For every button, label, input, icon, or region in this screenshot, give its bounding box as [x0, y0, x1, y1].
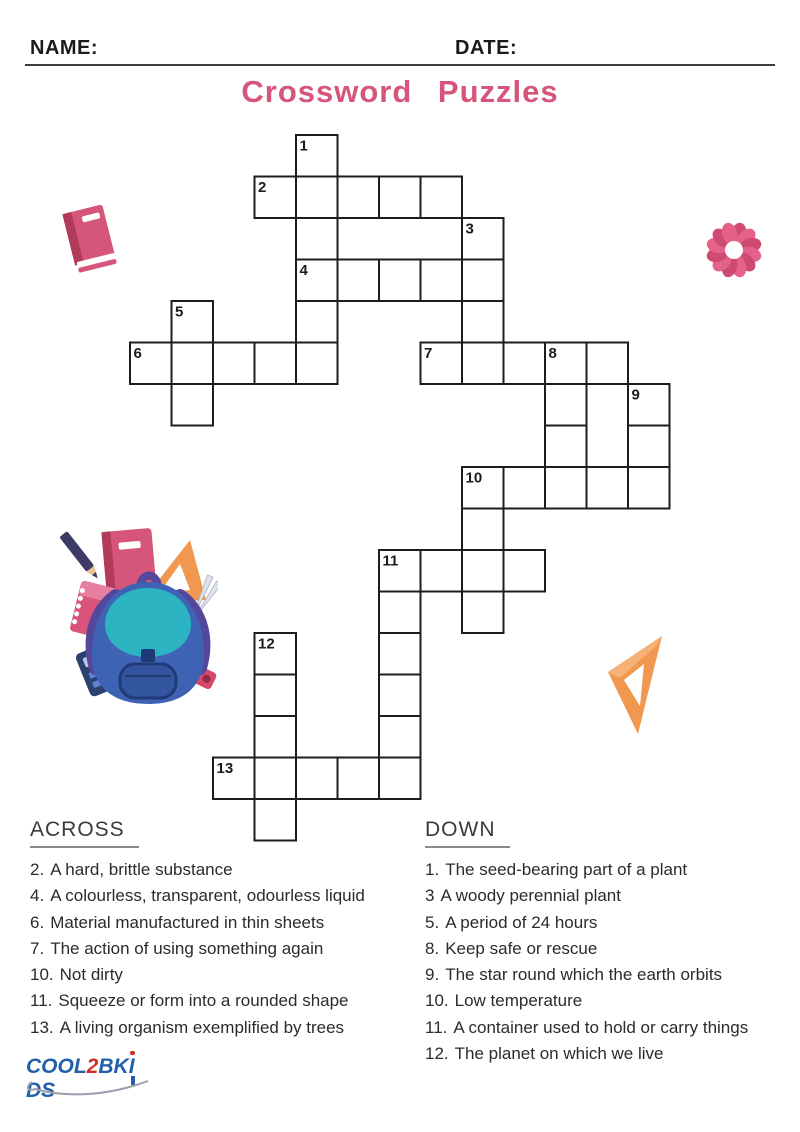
logo-two: 2 [86, 1055, 99, 1078]
grid-cell [462, 509, 504, 551]
clue-number: 5. [425, 912, 440, 932]
page-title: Crossword Puzzles [241, 74, 559, 109]
grid-cell [296, 301, 338, 343]
grid-cell [296, 177, 338, 219]
logo-bk: BK [98, 1055, 129, 1078]
grid-cell [628, 426, 670, 468]
grid-cell [504, 467, 546, 509]
cell-number: 11 [382, 552, 399, 570]
cell-number: 8 [548, 345, 557, 362]
grid-cell [379, 716, 421, 758]
clue-item [30, 857, 422, 883]
grid-cell [255, 716, 297, 758]
clue-item [425, 1015, 800, 1041]
logo-ds: DS [26, 1079, 56, 1102]
clue-text: The planet on which we live [454, 1044, 664, 1064]
cell-number: 5 [175, 303, 184, 321]
across-section [30, 818, 422, 1041]
grid-cell [379, 592, 421, 634]
clue-item [30, 962, 422, 988]
clue-item [425, 936, 800, 962]
clue-item [425, 1041, 800, 1067]
clue-text: A container used to hold or carry things [453, 1017, 749, 1037]
clue-number: 3 [425, 886, 435, 906]
clue-number: 4. [30, 886, 45, 906]
cell-number: 3 [465, 220, 474, 238]
grid-cell [421, 260, 463, 302]
grid-cell [379, 177, 421, 219]
clue-number: 10. [30, 965, 54, 985]
clue-item [30, 1015, 422, 1041]
clue-number: 13. [30, 1017, 54, 1037]
grid-cell [462, 343, 504, 385]
clue-number: 11. [30, 991, 53, 1011]
grid-cell [296, 218, 338, 260]
clue-text: The seed-bearing part of a plant [445, 860, 688, 879]
grid-cell [421, 550, 463, 592]
logo-cool: COOL [26, 1055, 87, 1078]
grid-cell [255, 758, 297, 800]
clue-number: 9. [425, 965, 440, 985]
grid-cell [338, 758, 380, 800]
grid-cell [462, 592, 504, 634]
down-section [425, 818, 800, 1067]
clue-item [30, 883, 422, 909]
down-heading: DOWN [425, 818, 510, 848]
logo-swoosh-icon [22, 1076, 154, 1096]
cell-number: 9 [631, 386, 640, 404]
clue-text: A hard, brittle substance [50, 860, 233, 879]
clue-text: Squeeze or form into a rounded shape [58, 991, 349, 1011]
grid-cell [587, 467, 629, 509]
clue-text: Low temperature [454, 991, 583, 1011]
clue-text: The star round which the earth orbits [445, 965, 723, 985]
clue-number: 10. [425, 991, 449, 1011]
cell-number: 1 [299, 137, 308, 155]
grid-cell [172, 343, 214, 385]
clue-item [425, 910, 800, 936]
clue-text: A woody perennial plant [440, 886, 621, 906]
triangle-ruler-icon [598, 630, 678, 740]
clue-number: 2. [30, 860, 45, 879]
grid-cell [462, 260, 504, 302]
grid-cell [545, 384, 587, 426]
across-heading: ACROSS [30, 818, 139, 848]
clue-item [30, 936, 422, 962]
grid-cell [462, 301, 504, 343]
grid-cell [338, 177, 380, 219]
grid-cell [338, 260, 380, 302]
grid-cell [296, 758, 338, 800]
clue-number: 6. [30, 912, 45, 932]
grid-cell [296, 343, 338, 385]
grid-cell [504, 343, 546, 385]
clue-item [425, 883, 800, 909]
grid-cell [255, 343, 297, 385]
grid-cell [379, 758, 421, 800]
clue-number: 1. [425, 860, 440, 879]
clue-text: A living organism exemplified by trees [59, 1017, 345, 1037]
grid-cell [379, 633, 421, 675]
grid-cell [379, 675, 421, 717]
cell-number: 4 [299, 262, 308, 279]
cell-number: 7 [424, 345, 433, 362]
grid-cell [379, 260, 421, 302]
clue-text: A colourless, transparent, odourless liquid [50, 886, 365, 906]
grid-cell [213, 343, 255, 385]
logo-pencil-i: I [128, 1055, 135, 1078]
grid-cell [628, 467, 670, 509]
date-label: DATE: [455, 37, 518, 59]
clue-text: The action of using something again [50, 938, 324, 958]
grid-cell [172, 384, 214, 426]
clue-item [30, 910, 422, 936]
clue-text: Keep safe or rescue [445, 938, 598, 958]
clue-item [30, 988, 422, 1014]
name-label: NAME: [30, 37, 99, 59]
clue-text: A period of 24 hours [445, 912, 598, 932]
grid-cell [421, 177, 463, 219]
brand-logo [26, 1055, 158, 1102]
cell-number: 10 [465, 469, 483, 487]
clue-number: 8. [425, 938, 440, 958]
backpack-icon [40, 516, 218, 708]
grid-cell [587, 343, 629, 385]
down-clue-list [425, 857, 800, 1067]
clue-item [425, 988, 800, 1014]
clue-number: 11. [425, 1017, 448, 1037]
clue-number: 12. [425, 1044, 449, 1064]
grid-cell [255, 675, 297, 717]
book-icon [56, 198, 126, 278]
grid-cell [545, 467, 587, 509]
grid-cell [462, 550, 504, 592]
cell-number: 13 [216, 760, 234, 777]
grid-cell [545, 426, 587, 468]
grid-cell [504, 550, 546, 592]
flower-icon [702, 218, 766, 282]
cell-number: 2 [258, 179, 267, 196]
clue-item [425, 962, 800, 988]
clue-text: Material manufactured in thin sheets [50, 912, 325, 932]
clue-number: 7. [30, 938, 45, 958]
clue-text: Not dirty [59, 965, 123, 985]
cell-number: 6 [133, 345, 142, 362]
cell-number: 12 [258, 635, 275, 653]
across-clue-list [30, 857, 422, 1041]
clue-item [425, 857, 800, 883]
